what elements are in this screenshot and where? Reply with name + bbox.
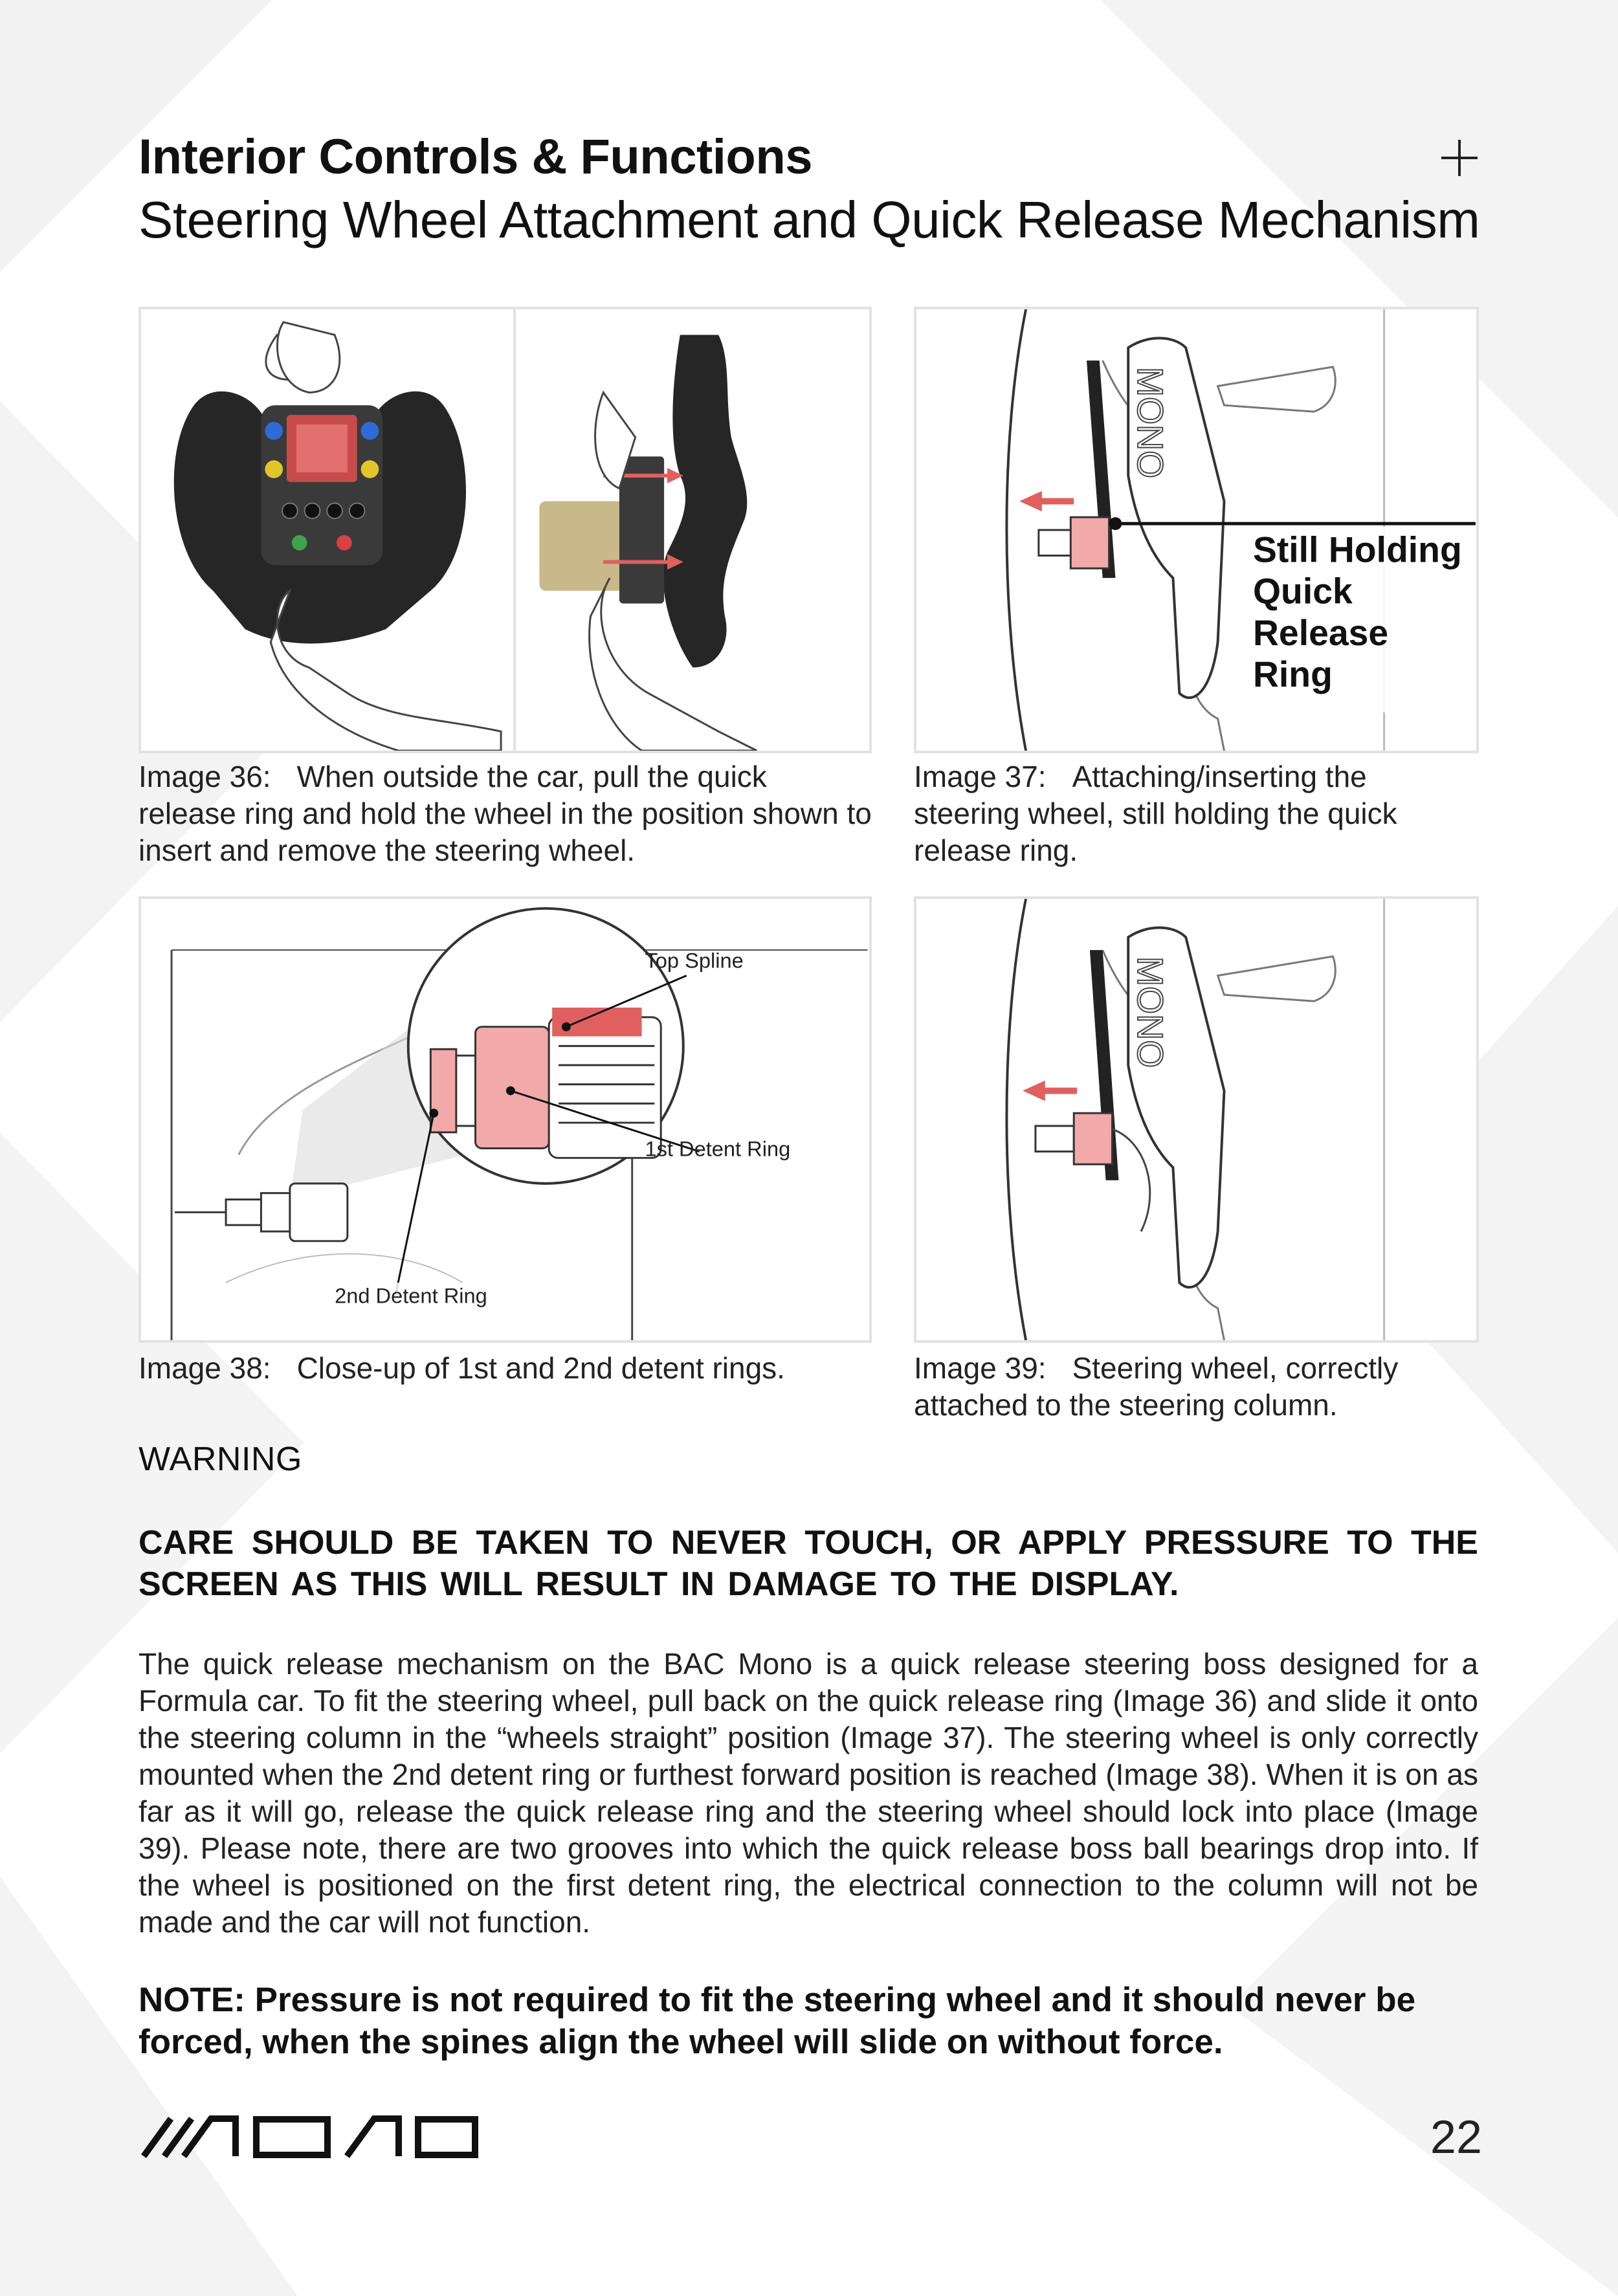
warning-heading: WARNING bbox=[139, 1441, 302, 1478]
callout-still-holding-2: Quick bbox=[1252, 571, 1353, 612]
figure-36-image bbox=[139, 307, 872, 753]
page-number: 22 bbox=[1430, 2112, 1482, 2163]
figure-39-caption bbox=[914, 1350, 1479, 1424]
callout-1st-detent-ring: 1st Detent Ring bbox=[645, 1136, 791, 1161]
callout-still-holding-3: Release bbox=[1252, 612, 1389, 653]
figure-38-caption bbox=[139, 1350, 872, 1387]
mono-logo bbox=[139, 2115, 479, 2160]
section-subtitle: Steering Wheel Attachment and Quick Release Mechanism bbox=[139, 191, 1480, 248]
figure-39-image bbox=[914, 896, 1479, 1343]
attaching-wheel-diagram bbox=[916, 309, 1476, 751]
section-title: Interior Controls & Functions bbox=[139, 129, 813, 184]
steering-wheel-photos bbox=[141, 309, 869, 751]
callout-still-holding-4: Ring bbox=[1252, 654, 1333, 695]
figure-37-label: Image 37: bbox=[914, 760, 1047, 793]
detent-rings-diagram bbox=[141, 899, 869, 1340]
plus-icon bbox=[1440, 138, 1479, 177]
figure-37-caption bbox=[914, 758, 1479, 869]
figure-36-caption-text: When outside the car, pull the quick release ring and hold the wheel in the position shown to insert and remove the steering wheel. bbox=[139, 760, 872, 867]
figure-37-caption-text: Attaching/inserting the steering wheel, still holding the quick release ring. bbox=[914, 760, 1397, 867]
figure-36-label: Image 36: bbox=[139, 760, 271, 793]
callout-2nd-detent-ring: 2nd Detent Ring bbox=[335, 1283, 487, 1308]
figure-39-caption-text: Steering wheel, correctly attached to the steering column. bbox=[914, 1351, 1399, 1422]
figure-37-image bbox=[914, 307, 1479, 753]
attached-wheel-diagram bbox=[916, 899, 1476, 1340]
figure-36-caption bbox=[139, 758, 872, 869]
page-header bbox=[139, 127, 1498, 252]
figure-38-label: Image 38: bbox=[139, 1351, 271, 1385]
callout-top-spline: Top Spline bbox=[645, 948, 744, 973]
svg-text:MONO: MONO bbox=[1130, 366, 1171, 479]
callout-still-holding-1: Still Holding bbox=[1252, 529, 1462, 570]
warning-text: CARE SHOULD BE TAKEN TO NEVER TOUCH, OR APPLY PRESSURE TO THE SCREEN AS THIS WILL RESULT IN DAMAGE TO THE DISPLAY. bbox=[139, 1524, 1478, 1603]
body-paragraph: The quick release mechanism on the BAC Mono is a quick release steering boss designed for a Formula car. To fit the steering wheel, pull back on the quick release ring (Image 36) and slide it onto the steering column in the “wheels straight” position (Image 37). The steering wheel is only correctly mounted when the 2nd detent ring or furthest forward position is reached (Image 38). When it is on as far as it will go, release the quick release ring and the steering wheel should lock into place (Image 39). Please note, there are two grooves into which the quick release boss ball bearings drop into. If the wheel is positioned on the first detent ring, the electrical connection to the column will not be made and the car will not function. bbox=[139, 1647, 1478, 1939]
figure-38-image bbox=[139, 896, 872, 1343]
figure-39-label: Image 39: bbox=[914, 1351, 1047, 1385]
note-paragraph: NOTE: Pressure is not required to fit the steering wheel and it should never be forced, when the spines align the wheel will slide on without force. bbox=[139, 1981, 1416, 2061]
svg-text:MONO: MONO bbox=[1130, 956, 1171, 1068]
figure-38-caption-text: Close-up of 1st and 2nd detent rings. bbox=[296, 1351, 785, 1385]
